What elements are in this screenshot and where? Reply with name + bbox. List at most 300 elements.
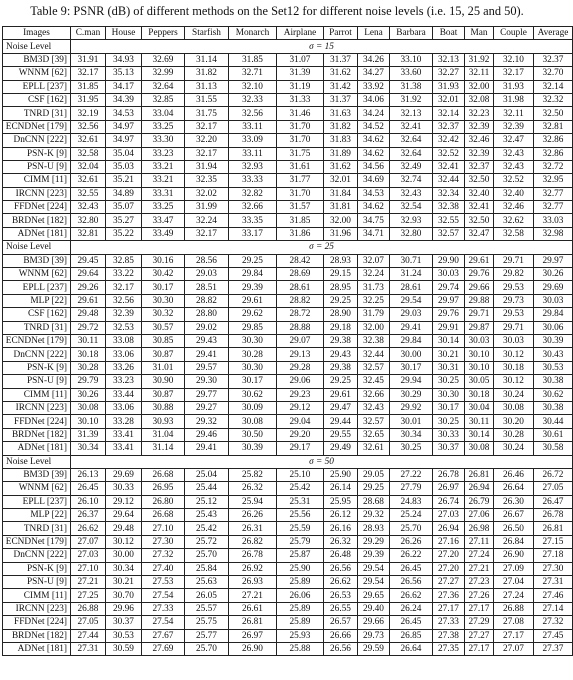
psnr-cell: 27.21 <box>71 576 106 589</box>
psnr-cell: 29.61 <box>71 294 106 307</box>
psnr-cell: 30.10 <box>71 415 106 428</box>
psnr-cell: 29.71 <box>494 321 534 334</box>
method-name: ADNet [181] <box>3 442 71 455</box>
psnr-cell: 26.67 <box>494 509 534 522</box>
psnr-cell: 27.31 <box>71 642 106 655</box>
psnr-cell: 25.04 <box>185 468 229 481</box>
psnr-cell: 30.87 <box>142 348 185 361</box>
psnr-cell: 32.32 <box>534 93 573 106</box>
psnr-cell: 30.24 <box>494 388 534 401</box>
psnr-cell: 26.62 <box>71 522 106 535</box>
psnr-cell: 31.81 <box>324 201 358 214</box>
psnr-cell: 32.86 <box>534 147 573 160</box>
psnr-cell: 26.06 <box>277 589 324 602</box>
psnr-cell: 31.38 <box>390 80 433 93</box>
psnr-cell: 31.39 <box>71 428 106 441</box>
psnr-cell: 31.46 <box>277 107 324 120</box>
table-row <box>3 375 573 388</box>
psnr-cell: 29.97 <box>534 254 573 267</box>
psnr-cell: 25.77 <box>185 629 229 642</box>
psnr-cell: 31.79 <box>358 308 390 321</box>
psnr-cell: 28.93 <box>324 254 358 267</box>
psnr-cell: 32.85 <box>142 93 185 106</box>
psnr-cell: 33.60 <box>390 67 433 80</box>
psnr-cell: 26.97 <box>433 482 465 495</box>
psnr-cell: 28.56 <box>185 254 229 267</box>
psnr-cell: 29.73 <box>358 629 390 642</box>
psnr-cell: 29.66 <box>465 281 494 294</box>
method-name: MLP [22] <box>3 509 71 522</box>
psnr-cell: 29.40 <box>358 602 390 615</box>
psnr-cell: 27.79 <box>390 482 433 495</box>
method-name: EPLL [237] <box>3 281 71 294</box>
psnr-cell: 32.77 <box>534 187 573 200</box>
method-name: FFDNet [224] <box>3 201 71 214</box>
psnr-cell: 30.17 <box>433 401 465 414</box>
psnr-cell: 25.72 <box>185 535 229 548</box>
psnr-cell: 34.27 <box>358 67 390 80</box>
psnr-cell: 29.25 <box>229 254 277 267</box>
psnr-cell: 31.63 <box>324 107 358 120</box>
psnr-cell: 29.59 <box>358 642 390 655</box>
psnr-cell: 32.44 <box>358 348 390 361</box>
psnr-cell: 32.24 <box>358 268 390 281</box>
method-name: ADNet [181] <box>3 227 71 240</box>
psnr-cell: 32.43 <box>494 147 534 160</box>
psnr-cell: 32.72 <box>534 160 573 173</box>
psnr-cell: 30.17 <box>229 375 277 388</box>
psnr-cell: 31.93 <box>494 80 534 93</box>
psnr-cell: 31.70 <box>277 187 324 200</box>
psnr-cell: 28.72 <box>277 308 324 321</box>
psnr-cell: 26.45 <box>71 482 106 495</box>
column-header: Barbara <box>390 27 433 40</box>
psnr-cell: 29.27 <box>185 401 229 414</box>
psnr-cell: 27.36 <box>433 589 465 602</box>
psnr-cell: 32.19 <box>71 107 106 120</box>
psnr-cell: 27.37 <box>534 642 573 655</box>
psnr-cell: 26.97 <box>229 629 277 642</box>
psnr-cell: 32.93 <box>390 214 433 227</box>
method-name: MLP [22] <box>3 294 71 307</box>
table-row <box>3 629 573 642</box>
psnr-cell: 31.84 <box>324 187 358 200</box>
psnr-cell: 32.65 <box>358 428 390 441</box>
psnr-cell: 32.64 <box>142 80 185 93</box>
psnr-cell: 27.09 <box>494 562 534 575</box>
psnr-cell: 29.55 <box>324 428 358 441</box>
psnr-cell: 26.81 <box>534 522 573 535</box>
method-name: CSF [162] <box>3 308 71 321</box>
psnr-cell: 34.89 <box>106 187 142 200</box>
psnr-cell: 32.37 <box>433 120 465 133</box>
psnr-cell: 26.72 <box>534 468 573 481</box>
psnr-cell: 29.72 <box>71 321 106 334</box>
psnr-cell: 26.48 <box>324 549 358 562</box>
psnr-cell: 26.88 <box>494 602 534 615</box>
psnr-cell: 25.42 <box>185 522 229 535</box>
psnr-cell: 30.18 <box>494 361 534 374</box>
psnr-cell: 29.18 <box>324 321 358 334</box>
psnr-cell: 27.17 <box>494 629 534 642</box>
psnr-cell: 26.66 <box>324 629 358 642</box>
psnr-cell: 30.88 <box>142 401 185 414</box>
psnr-cell: 26.84 <box>494 535 534 548</box>
psnr-cell: 26.78 <box>433 468 465 481</box>
psnr-cell: 26.79 <box>465 495 494 508</box>
psnr-cell: 25.79 <box>277 535 324 548</box>
psnr-cell: 25.42 <box>277 482 324 495</box>
psnr-cell: 27.46 <box>534 589 573 602</box>
psnr-cell: 33.06 <box>106 348 142 361</box>
psnr-cell: 32.45 <box>358 375 390 388</box>
psnr-cell: 29.43 <box>324 348 358 361</box>
psnr-table <box>2 26 573 656</box>
psnr-cell: 32.53 <box>106 321 142 334</box>
psnr-cell: 25.43 <box>185 509 229 522</box>
psnr-cell: 30.44 <box>534 415 573 428</box>
psnr-cell: 31.19 <box>277 80 324 93</box>
psnr-cell: 26.82 <box>229 535 277 548</box>
psnr-cell: 27.15 <box>534 535 573 548</box>
column-header: Peppers <box>142 27 185 40</box>
psnr-cell: 30.26 <box>71 388 106 401</box>
psnr-cell: 30.18 <box>465 388 494 401</box>
psnr-cell: 32.56 <box>229 107 277 120</box>
table-row <box>3 535 573 548</box>
psnr-cell: 32.38 <box>433 201 465 214</box>
psnr-cell: 32.61 <box>71 174 106 187</box>
psnr-cell: 26.32 <box>229 482 277 495</box>
psnr-cell: 26.31 <box>229 522 277 535</box>
psnr-cell: 31.85 <box>229 53 277 66</box>
psnr-cell: 33.41 <box>106 442 142 455</box>
psnr-cell: 25.90 <box>324 468 358 481</box>
method-name: ECNDNet [179] <box>3 120 71 133</box>
psnr-cell: 30.03 <box>433 268 465 281</box>
method-name: CIMM [11] <box>3 589 71 602</box>
psnr-cell: 30.01 <box>390 415 433 428</box>
psnr-cell: 31.96 <box>324 227 358 240</box>
psnr-cell: 28.61 <box>277 281 324 294</box>
psnr-cell: 30.21 <box>433 348 465 361</box>
psnr-cell: 32.01 <box>433 93 465 106</box>
psnr-cell: 25.93 <box>277 629 324 642</box>
method-name: EPLL [237] <box>3 80 71 93</box>
psnr-cell: 26.13 <box>71 468 106 481</box>
psnr-cell: 29.41 <box>185 348 229 361</box>
method-name: BM3D [39] <box>3 53 71 66</box>
method-name: PSN-K [9] <box>3 147 71 160</box>
psnr-cell: 29.39 <box>229 281 277 294</box>
psnr-cell: 32.50 <box>465 214 494 227</box>
psnr-cell: 30.37 <box>433 442 465 455</box>
psnr-cell: 30.93 <box>142 415 185 428</box>
psnr-cell: 31.33 <box>277 93 324 106</box>
psnr-cell: 29.53 <box>494 281 534 294</box>
psnr-cell: 30.30 <box>142 294 185 307</box>
psnr-cell: 26.24 <box>390 602 433 615</box>
psnr-cell: 30.71 <box>390 254 433 267</box>
method-name: ECNDNet [179] <box>3 535 71 548</box>
psnr-cell: 30.50 <box>229 428 277 441</box>
column-header: Couple <box>494 27 534 40</box>
psnr-cell: 33.44 <box>106 388 142 401</box>
psnr-cell: 32.93 <box>229 160 277 173</box>
psnr-cell: 34.53 <box>106 107 142 120</box>
psnr-cell: 26.74 <box>433 495 465 508</box>
table-row <box>3 308 573 321</box>
method-name: IRCNN [223] <box>3 187 71 200</box>
psnr-cell: 29.03 <box>185 268 229 281</box>
method-name: WNNM [62] <box>3 482 71 495</box>
psnr-cell: 29.25 <box>324 375 358 388</box>
psnr-cell: 30.11 <box>465 415 494 428</box>
psnr-cell: 31.24 <box>390 268 433 281</box>
noise-level-label: Noise Level <box>3 455 71 468</box>
psnr-cell: 32.95 <box>534 174 573 187</box>
psnr-cell: 29.25 <box>324 294 358 307</box>
psnr-cell: 26.26 <box>229 509 277 522</box>
psnr-cell: 32.17 <box>185 227 229 240</box>
psnr-cell: 32.85 <box>106 254 142 267</box>
psnr-cell: 30.08 <box>465 442 494 455</box>
psnr-cell: 29.91 <box>433 321 465 334</box>
psnr-cell: 29.26 <box>71 281 106 294</box>
psnr-cell: 27.30 <box>534 562 573 575</box>
psnr-cell: 27.10 <box>71 562 106 575</box>
psnr-cell: 25.87 <box>277 549 324 562</box>
psnr-cell: 33.30 <box>142 134 185 147</box>
psnr-cell: 30.16 <box>142 254 185 267</box>
psnr-cell: 28.93 <box>358 522 390 535</box>
method-name: BRDNet [182] <box>3 214 71 227</box>
psnr-cell: 31.70 <box>277 120 324 133</box>
psnr-cell: 25.70 <box>185 642 229 655</box>
psnr-cell: 34.06 <box>358 93 390 106</box>
psnr-cell: 32.70 <box>534 67 573 80</box>
psnr-cell: 28.88 <box>277 321 324 334</box>
psnr-cell: 27.25 <box>71 589 106 602</box>
psnr-cell: 26.22 <box>390 549 433 562</box>
psnr-cell: 26.80 <box>142 495 185 508</box>
psnr-cell: 29.44 <box>324 415 358 428</box>
table-caption: Table 9: PSNR (dB) of different methods on the Set12 for different noise levels (i.e. 15, 25 and 50). <box>30 4 524 18</box>
psnr-cell: 33.33 <box>229 174 277 187</box>
noise-sigma-value: σ = 15 <box>71 40 573 53</box>
psnr-cell: 32.34 <box>433 187 465 200</box>
psnr-cell: 35.22 <box>106 227 142 240</box>
psnr-cell: 30.34 <box>390 428 433 441</box>
psnr-cell: 29.84 <box>390 334 433 347</box>
psnr-cell: 33.23 <box>142 147 185 160</box>
psnr-cell: 29.82 <box>494 268 534 281</box>
psnr-cell: 29.48 <box>106 522 142 535</box>
psnr-cell: 29.32 <box>358 509 390 522</box>
psnr-cell: 30.33 <box>433 428 465 441</box>
psnr-cell: 32.81 <box>534 120 573 133</box>
psnr-cell: 26.12 <box>324 509 358 522</box>
psnr-cell: 32.39 <box>106 308 142 321</box>
psnr-cell: 29.57 <box>185 361 229 374</box>
psnr-cell: 30.30 <box>229 361 277 374</box>
psnr-cell: 31.75 <box>277 147 324 160</box>
table-row <box>3 361 573 374</box>
noise-level-label: Noise Level <box>3 40 71 53</box>
psnr-cell: 32.10 <box>229 80 277 93</box>
psnr-cell: 29.61 <box>465 254 494 267</box>
noise-level-label: Noise Level <box>3 241 71 254</box>
psnr-cell: 32.41 <box>390 120 433 133</box>
psnr-cell: 30.05 <box>465 375 494 388</box>
psnr-cell: 30.34 <box>106 562 142 575</box>
psnr-cell: 31.14 <box>142 442 185 455</box>
psnr-cell: 30.00 <box>390 348 433 361</box>
psnr-cell: 27.54 <box>142 589 185 602</box>
psnr-cell: 29.13 <box>277 348 324 361</box>
psnr-cell: 26.68 <box>142 509 185 522</box>
noise-level-row <box>3 40 573 53</box>
psnr-cell: 34.71 <box>358 227 390 240</box>
psnr-cell: 29.65 <box>358 589 390 602</box>
psnr-cell: 26.16 <box>324 522 358 535</box>
psnr-cell: 30.00 <box>106 549 142 562</box>
psnr-cell: 30.85 <box>142 334 185 347</box>
psnr-cell: 32.04 <box>71 160 106 173</box>
psnr-cell: 34.56 <box>358 160 390 173</box>
psnr-cell: 29.54 <box>358 576 390 589</box>
psnr-cell: 32.58 <box>494 227 534 240</box>
psnr-cell: 29.71 <box>494 254 534 267</box>
method-name: DnCNN [222] <box>3 348 71 361</box>
method-name: EPLL [237] <box>3 495 71 508</box>
psnr-cell: 32.52 <box>433 147 465 160</box>
psnr-cell: 27.69 <box>142 642 185 655</box>
table-row <box>3 549 573 562</box>
psnr-cell: 31.61 <box>277 160 324 173</box>
table-row <box>3 268 573 281</box>
psnr-cell: 29.04 <box>277 415 324 428</box>
psnr-cell: 33.06 <box>106 401 142 414</box>
psnr-cell: 29.76 <box>433 308 465 321</box>
psnr-cell: 27.26 <box>465 589 494 602</box>
psnr-cell: 29.84 <box>229 268 277 281</box>
psnr-cell: 28.80 <box>185 308 229 321</box>
psnr-cell: 32.62 <box>494 214 534 227</box>
header-row <box>3 27 573 40</box>
psnr-cell: 27.17 <box>433 602 465 615</box>
psnr-cell: 32.13 <box>433 53 465 66</box>
psnr-cell: 26.37 <box>71 509 106 522</box>
table-row <box>3 53 573 66</box>
psnr-cell: 32.17 <box>494 67 534 80</box>
psnr-cell: 26.56 <box>324 642 358 655</box>
psnr-cell: 32.47 <box>465 227 494 240</box>
psnr-cell: 29.45 <box>71 254 106 267</box>
psnr-cell: 31.98 <box>494 93 534 106</box>
psnr-cell: 26.14 <box>324 482 358 495</box>
psnr-cell: 29.49 <box>324 442 358 455</box>
psnr-cell: 32.74 <box>390 174 433 187</box>
psnr-cell: 27.04 <box>494 576 534 589</box>
psnr-cell: 31.86 <box>277 227 324 240</box>
psnr-cell: 32.50 <box>465 174 494 187</box>
psnr-cell: 25.59 <box>277 522 324 535</box>
psnr-cell: 28.42 <box>277 254 324 267</box>
psnr-cell: 26.81 <box>465 468 494 481</box>
table-row <box>3 415 573 428</box>
noise-sigma-value: σ = 50 <box>71 455 573 468</box>
column-header: Airplane <box>277 27 324 40</box>
psnr-cell: 33.17 <box>229 227 277 240</box>
psnr-cell: 30.32 <box>142 308 185 321</box>
psnr-cell: 31.82 <box>185 67 229 80</box>
psnr-cell: 32.11 <box>494 107 534 120</box>
psnr-cell: 30.12 <box>106 535 142 548</box>
psnr-cell: 28.51 <box>185 281 229 294</box>
psnr-cell: 30.08 <box>229 415 277 428</box>
psnr-cell: 32.27 <box>433 67 465 80</box>
table-row <box>3 642 573 655</box>
psnr-cell: 27.23 <box>465 576 494 589</box>
psnr-cell: 26.94 <box>465 482 494 495</box>
psnr-cell: 34.97 <box>106 120 142 133</box>
psnr-cell: 30.28 <box>71 361 106 374</box>
method-name: BM3D [39] <box>3 254 71 267</box>
psnr-cell: 29.23 <box>277 388 324 401</box>
psnr-cell: 32.99 <box>142 67 185 80</box>
psnr-cell: 32.00 <box>358 321 390 334</box>
psnr-cell: 32.43 <box>494 160 534 173</box>
method-name: IRCNN [223] <box>3 401 71 414</box>
column-header: Man <box>465 27 494 40</box>
psnr-cell: 30.17 <box>142 281 185 294</box>
psnr-cell: 27.20 <box>433 549 465 562</box>
psnr-cell: 30.43 <box>534 348 573 361</box>
psnr-cell: 27.07 <box>71 535 106 548</box>
psnr-cell: 30.87 <box>142 388 185 401</box>
psnr-cell: 34.62 <box>358 147 390 160</box>
psnr-cell: 30.10 <box>465 348 494 361</box>
psnr-cell: 32.61 <box>358 442 390 455</box>
psnr-cell: 32.64 <box>390 134 433 147</box>
psnr-cell: 34.26 <box>358 53 390 66</box>
method-name: PSN-U [9] <box>3 576 71 589</box>
psnr-cell: 25.95 <box>324 495 358 508</box>
psnr-cell: 29.48 <box>71 308 106 321</box>
psnr-cell: 32.14 <box>534 80 573 93</box>
psnr-cell: 27.16 <box>433 535 465 548</box>
psnr-cell: 27.33 <box>142 602 185 615</box>
table-row <box>3 495 573 508</box>
psnr-cell: 32.57 <box>358 415 390 428</box>
psnr-cell: 32.25 <box>358 294 390 307</box>
method-name: CSF [162] <box>3 93 71 106</box>
psnr-cell: 32.98 <box>534 227 573 240</box>
psnr-cell: 31.55 <box>185 93 229 106</box>
psnr-cell: 26.98 <box>465 522 494 535</box>
method-name: PSN-U [9] <box>3 160 71 173</box>
psnr-cell: 27.03 <box>433 509 465 522</box>
noise-level-row <box>3 455 573 468</box>
psnr-cell: 30.70 <box>106 589 142 602</box>
psnr-cell: 34.97 <box>106 134 142 147</box>
psnr-cell: 34.24 <box>358 107 390 120</box>
psnr-cell: 30.38 <box>534 401 573 414</box>
psnr-cell: 34.69 <box>358 174 390 187</box>
psnr-cell: 33.92 <box>358 80 390 93</box>
psnr-cell: 33.03 <box>534 214 573 227</box>
